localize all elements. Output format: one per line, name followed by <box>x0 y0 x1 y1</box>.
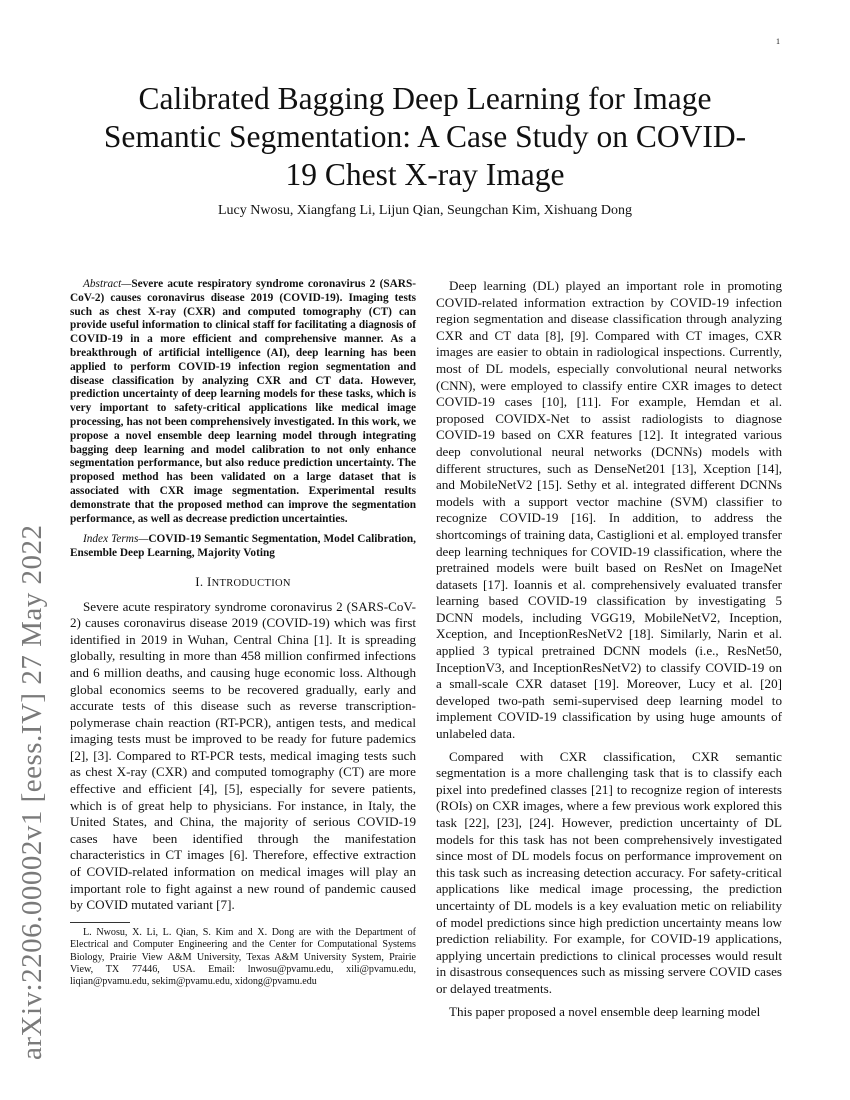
section-heading-introduction <box>70 574 416 593</box>
index-terms-text: COVID-19 Semantic Segmentation, Model Calibration, Ensemble Deep Learning, Majority Voting <box>70 533 416 560</box>
paper-title: Calibrated Bagging Deep Learning for Image Semantic Segmentation: A Case Study on COVID-19 Chest X-ray Image <box>103 81 747 192</box>
abstract-label: Abstract— <box>83 278 132 290</box>
affiliation-footnote: L. Nwosu, X. Li, L. Qian, S. Kim and X. Dong are with the Department of Electrical and Computer Engineering and the Center for Computational Systems Biology, Prairie View A&M University, Texas A&M University System, Prairie View, TX 77446, USA. Email: lnwosu@pvamu.edu, xili@pvamu.edu, liqian@pvamu.edu, sekim@pvamu.edu, xidong@pvamu.edu <box>70 926 416 988</box>
page-number: 1 <box>776 37 780 46</box>
body-paragraph-2: Compared with CXR classification, CXR semantic segmentation is a more challenging task that is to classify each pixel into predefined classes [21] to recognize region of interests (ROIs) on CXR images, where a few previous work explored this task [22], [23], [24]. However, prediction uncertainty of DL models for this task has not been comprehensively investigated since most of DL models focus on performance improvement on this task such as increasing detection accuracy. For safety-critical applications like medical image processing, the prediction uncertainty of DL models is a key evaluation metic on reliability of model predictions since high prediction uncertainty means low prediction reliability. For example, for COVID-19 applications, applying uncertain predictions to clinical processes would result in disastrous consequences such as missing servere COVID cases or delayed treatments. <box>436 748 782 996</box>
section-title-rest: NTRODUCTION <box>211 577 291 589</box>
section-numeral: I. <box>195 573 204 589</box>
author-list: Lucy Nwosu, Xiangfang Li, Lijun Qian, Seungchan Kim, Xishuang Dong <box>217 203 633 218</box>
index-terms <box>70 533 416 561</box>
left-column <box>70 278 416 989</box>
body-paragraph-1: Deep learning (DL) played an important role in promoting COVID-related information extraction by COVID-19 infection region segmentation and disease classification through analyzing CXR and CT data [8], [9]. Compared with CT images, CXR images are easier to obtain in radiological inspections. Currently, most of DL models, especially convolutional neural networks (CNN), were employed to classify entire CXR images to detect COVID-19 cases [10], [11]. For example, Hemdan et al. proposed COVIDX-Net to assist radiologists to diagnose COVID-19 based on CXR features [12]. It integrated various deep convolutional neural networks (DCNNs) models with different structures, such as DenseNet201 [13], Xception [14], and MobileNetV2 [15]. Sethy et al. integrated different DCNNs models with a support vector machine (SVM) classifier to recognize COVID-19 [16]. In addition, to address the shortcomings of training data, Castiglioni et al. employed transfer deep learning techniques for COVID-19 classification, where the pretrained models were built based on ResNet on ImageNet datasets [17]. Ioannis et al. comprehensively evaluated transfer learning based COVID-19 classification by investigating 5 DCNN models, including VGG19, MobileNetV2, Inception, Xception, and InceptionResNetV2 [18]. Similarly, Narin et al. applied 3 typical pretrained DCNN models (i.e., ResNet50, InceptionV3, and InceptionResNetV2) to classify COVID-19 on a small-scale CXR dataset [19]. Moreover, Lucy et al. [20] developed two-path semi-supervised deep learning model to implement COVID-19 classification by using huge amounts of unlabeled data. <box>436 278 782 742</box>
intro-paragraph: Severe acute respiratory syndrome coronavirus 2 (SARS-CoV-2) causes coronavirus disease 2019 (COVID-19) which was first identified in 2019 in Wuhan, Central China [1]. It is spreading globally, resulting in more than 458 million confirmed infections and 6 million deaths, and causing huge economic loss. Although global economics seems to be recovered gradually, early and accurate tests of this disease such as reverse transcription-polymerase chain reaction (RT-PCR), antigen tests, and medical imaging tests must be improved to be ready for future pademics [2], [3]. Compared to RT-PCR tests, medical imaging tests such as chest X-ray (CXR) and computed tomography (CT) are more effective and efficient [4], [5], especially for severe patients, which is of great help to physicians. For instance, in Italy, the United States, and China, the majority of serious COVID-19 cases have been identified through the manifestation characteristics in CT images [6]. Therefore, effective extraction of COVID-related information on medical images will play an important role to fight against a new round of pandemic caused by COVID mutated variant [7]. <box>70 598 416 913</box>
abstract-text: Severe acute respiratory syndrome coronavirus 2 (SARS-CoV-2) causes coronavirus disease 2019 (COVID-19). Imaging tests such as chest X-ray (CXR) and computed tomography (CT) can provide useful information to clinical staff for facilitating a diagnosis of COVID-19 in a more efficient and comprehensive manner. As a breakthrough of artificial intelligence (AI), deep learning has been applied to perform COVID-19 infection region segmentation and disease classification by analyzing CXR and CT data. However, prediction uncertainty of deep learning models for these tasks, which is very important to safety-critical applications like medical image processing, has not been comprehensively investigated. In this work, we propose a novel ensemble deep learning model through integrating bagging deep learning and model calibration to not only enhance segmentation performance, but also reduce prediction uncertainty. The proposed method has been validated on a large dataset that is associated with CXR image segmentation. Experimental results demonstrate that the proposed method can improve the segmentation performance, as well as decrease prediction uncertainties. <box>70 278 416 525</box>
arxiv-identifier: arXiv:2206.00002v1 [eess.IV] 27 May 2022 <box>16 524 48 1060</box>
body-paragraph-3: This paper proposed a novel ensemble deep learning model <box>449 1003 761 1019</box>
index-terms-label: Index Terms— <box>83 533 149 546</box>
section-title-initial: I <box>206 573 212 589</box>
footnote-rule <box>70 922 130 923</box>
abstract <box>70 278 416 526</box>
right-column <box>436 278 782 1020</box>
